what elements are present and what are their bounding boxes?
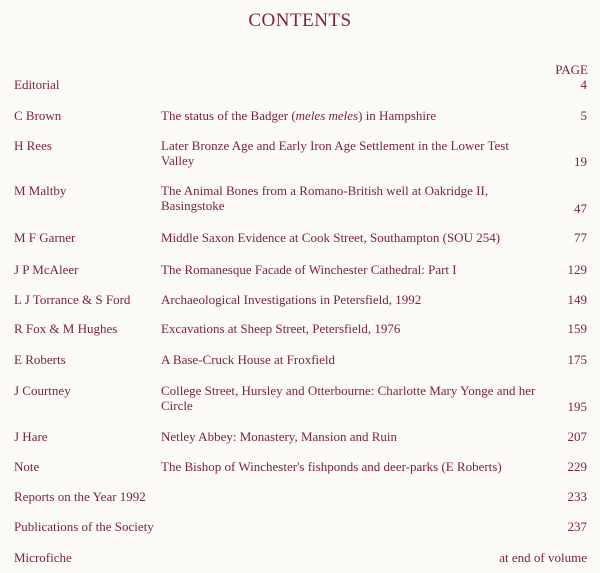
toc-author: J Hare: [14, 429, 48, 444]
toc-page: 77: [574, 230, 587, 245]
toc-page: 19: [574, 154, 587, 169]
toc-title: The Romanesque Facade of Winchester Cathedral: Part I: [161, 262, 457, 277]
toc-page: 175: [567, 352, 587, 367]
toc-page: 233: [567, 489, 587, 504]
toc-author: L J Torrance & S Ford: [14, 292, 131, 307]
toc-page: 237: [567, 519, 587, 534]
toc-title: Netley Abbey: Monastery, Mansion and Ruin: [161, 429, 398, 444]
toc-title: Archaeological Investigations in Petersfield, 1992: [161, 292, 422, 307]
toc-page: 5: [580, 108, 587, 123]
toc-title: A Base-Cruck House at Froxfield: [161, 352, 336, 367]
toc-author: Microfiche: [14, 550, 72, 565]
species-name: meles meles: [295, 108, 359, 123]
toc-title: The Animal Bones from a Romano-British well at Oakridge II, Basingstoke: [161, 183, 489, 213]
toc-author: E Roberts: [14, 352, 66, 367]
toc-title: College Street, Hursley and Otterbourne: Charlotte Mary Yonge and her Circle: [161, 383, 536, 413]
toc-author: J P McAleer: [14, 262, 79, 277]
toc-author: Publications of the Society: [14, 519, 154, 534]
toc-author: M Maltby: [14, 183, 67, 198]
toc-page: 4: [580, 77, 587, 92]
toc-author: J Courtney: [14, 383, 71, 398]
toc-page: 159: [567, 321, 587, 336]
toc-author: Editorial: [14, 77, 60, 92]
toc-page: 149: [567, 292, 587, 307]
toc-page: 47: [574, 201, 587, 216]
toc-author: Note: [14, 459, 40, 474]
toc-page: 195: [567, 399, 587, 414]
contents-title: CONTENTS: [248, 10, 352, 31]
toc-title: The Bishop of Winchester's fishponds and deer-parks (E Roberts): [161, 459, 502, 474]
toc-title: Excavations at Sheep Street, Petersfield, 1976: [161, 321, 401, 336]
toc-author: H Rees: [14, 138, 52, 153]
toc-page: at end of volume: [499, 550, 587, 565]
toc-page: 207: [567, 429, 587, 444]
toc-author: M F Garner: [14, 230, 76, 245]
toc-page: 129: [567, 262, 587, 277]
toc-title: Later Bronze Age and Early Iron Age Settlement in the Lower Test Valley: [161, 138, 509, 168]
toc-author: C Brown: [14, 108, 62, 123]
toc-title: The status of the Badger (meles meles) in Hampshire: [161, 108, 437, 123]
page-column-header: PAGE: [555, 62, 588, 77]
toc-author: R Fox & M Hughes: [14, 321, 118, 336]
toc-author: Reports on the Year 1992: [14, 489, 146, 504]
toc-title: Middle Saxon Evidence at Cook Street, Southampton (SOU 254): [161, 230, 501, 245]
toc-page: 229: [567, 459, 587, 474]
